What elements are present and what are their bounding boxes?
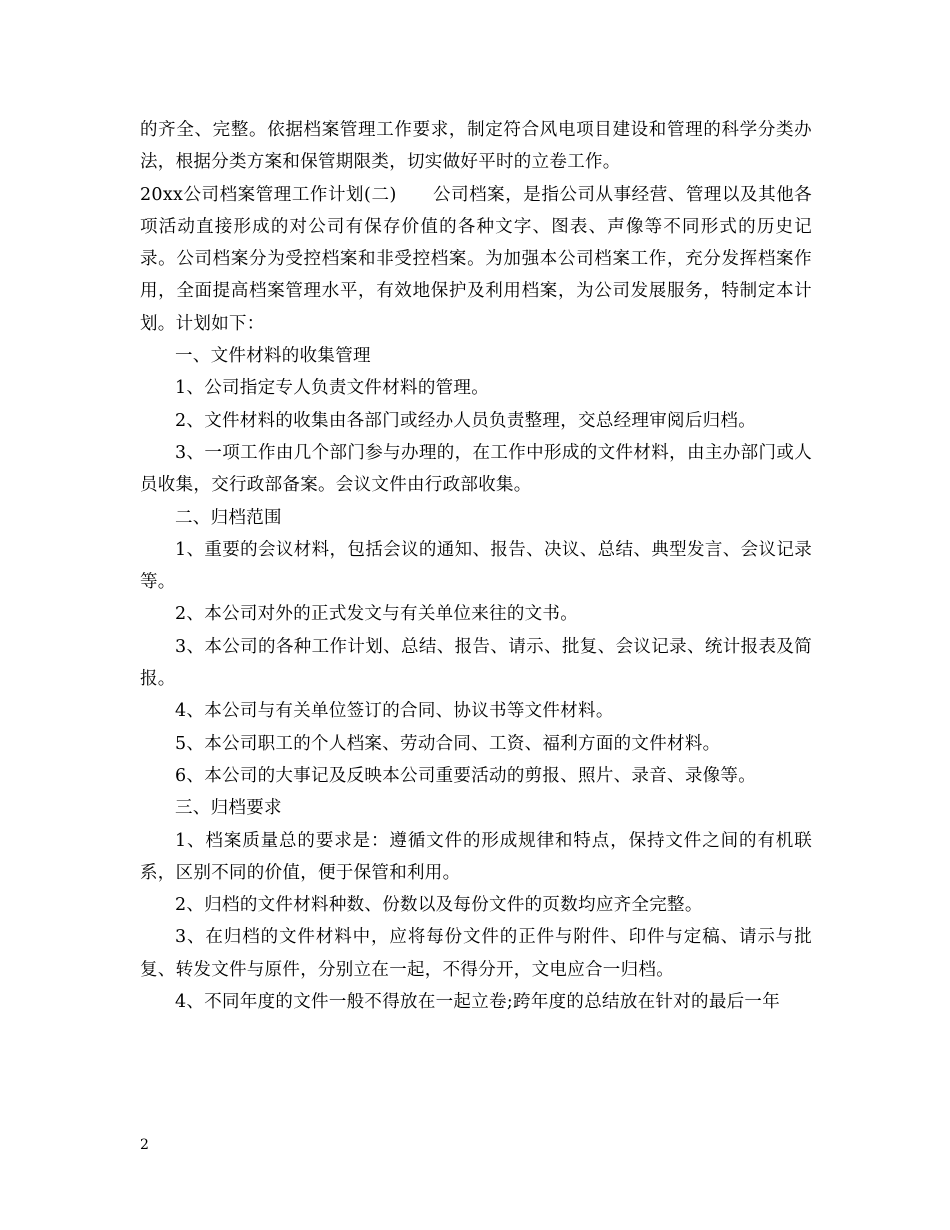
list-item: 6、本公司的大事记及反映本公司重要活动的剪报、照片、录音、录像等。 [175, 765, 757, 786]
list-item: 2、文件材料的收集由各部门或经办人员负责整理，交总经理审阅后归档。 [175, 410, 757, 431]
document-body [140, 114, 812, 1018]
list-item: 5、本公司职工的个人档案、劳动合同、工资、福利方面的文件材料。 [175, 733, 721, 754]
list-item: 1、档案质量总的要求是：遵循文件的形成规律和特点，保持文件之间的有机联系，区别不同的价值，便于保管和利用。 [140, 830, 812, 883]
list-item: 1、重要的会议材料，包括会议的通知、报告、决议、总结、典型发言、会议记录等。 [140, 539, 812, 593]
section-heading: 二、归档范围 [175, 507, 282, 528]
list-item: 2、本公司对外的正式发文与有关单位来往的文书。 [175, 604, 579, 625]
list-item: 4、不同年度的文件一般不得放在一起立卷;跨年度的总结放在针对的最后一年 [175, 992, 781, 1013]
list-item: 1、公司指定专人负责文件材料的管理。 [175, 378, 490, 399]
list-item: 4、本公司与有关单位签订的合同、协议书等文件材料。 [175, 701, 614, 722]
list-item: 3、在归档的文件材料中，应将每份文件的正件与附件、印件与定稿、请示与批复、转发文件与原件，分别立在一起，不得分开，文电应合一归档。 [140, 927, 812, 980]
section-heading: 一、文件材料的收集管理 [175, 346, 371, 367]
list-item: 2、归档的文件材料种数、份数以及每份文件的页数均应齐全完整。 [175, 895, 703, 916]
list-item: 3、一项工作由几个部门参与办理的，在工作中形成的文件材料，由主办部门或人员收集，交行政部备案。会议文件由行政部收集。 [140, 442, 812, 496]
paragraph: 20xx公司档案管理工作计划(二) 公司档案，是指公司从事经营、管理以及其他各项活动直接形成的对公司有保存价值的各种文字、图表、声像等不同形式的历史记录。公司档案分为受控档案和非受控档案。为加强本公司档案工作，充分发挥档案作用，全面提高档案管理水平，有效地保护及利用档案，为公司发展服务，特制定本计划。计划如下： [140, 184, 812, 334]
page-number: 2 [140, 1137, 149, 1153]
list-item: 3、本公司的各种工作计划、总结、报告、请示、批复、会议记录、统计报表及简报。 [140, 636, 812, 690]
paragraph: 的齐全、完整。依据档案管理工作要求，制定符合风电项目建设和管理的科学分类办法，根据分类方案和保管期限类，切实做好平时的立卷工作。 [140, 120, 812, 173]
section-heading: 三、归档要求 [175, 798, 282, 819]
